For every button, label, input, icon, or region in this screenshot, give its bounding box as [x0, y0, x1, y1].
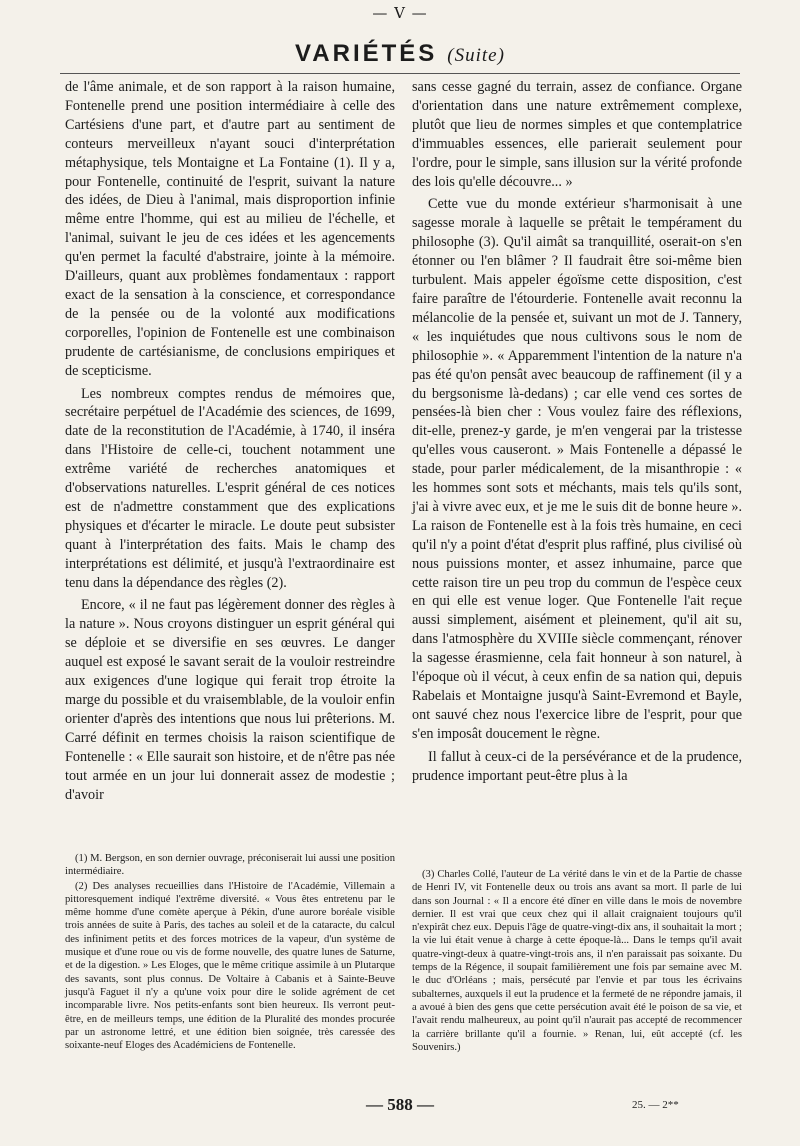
left-column — [65, 78, 395, 808]
footnote-3: (3) Charles Collé, l'auteur de La vérité dans le vin et de la Partie de chasse de Henri IV, vit Fontenelle deux ou trois ans avant sa mort. Il parle de lui dans son Journal : « Il a encore été dîner en ville dans le mois de novembre dernier. Il est vrai que ceux chez qui il allait craignaient toujours qu'il n'expirât chez eux. Depuis l'âge de quatre-vingt-dix ans, il souhaitait la mort ; la vie lui était venue à charge à cette époque-là... Dans le temps qu'il avait quatre-vingt-deux à quatre-vingt-trois ans, il n'en paraissait pas soixante. Du temps de la Régence, il soupait familièrement une fois par semaine avec M. le duc d'Orléans ; mais, persécuté par l'envie et par tous les écrivains subalternes, auxquels il eut la prudence et la fermeté de ne répondre jamais, il a avoué à bien des gens que cette persécution avait été le poison de sa vie, et l'avait rendu malheureux, au point qu'il n'aurait pas accepté de recommencer la carrière brillante qu'il a fournie. » Renan, lui, eût accepté (cf. les Souvenirs.) — [412, 869, 742, 1053]
left-paragraph-3: Encore, « il ne faut pas légèrement donner des règles à la nature ». Nous croyons distinguer un esprit général qui se déploie et se diversifie en ses œuvres. Le danger auquel est exposé le savant serait de la vouloir restreindre aux exigences d'une logique qui ferait trop étroite la marge du possible et du vraisemblable, de la vouloir enfin orienter d'après des intentions que nous lui prêterions. M. Carré définit en termes choisis la raison scientifique de Fontenelle : « Elle saurait son histoire, et de n'être pas née tout armée en un jour lui donnerait assez de modestie ; d'avoir — [65, 597, 395, 803]
right-column — [412, 78, 742, 790]
left-paragraph-1: de l'âme animale, et de son rapport à la raison humaine, Fontenelle prend une position intermédiaire à celle des Cartésiens d'une part, et d'autre part au sentiment de conteurs merveilleux n'ayant souci d'interprétation métaphysique, tels Montaigne et La Fontaine (1). Il y a, pour Fontenelle, continuité de l'esprit, suivant la nature des idées, de Dieu à l'animal, mais disproportion infinie même entre l'homme, qui est au milieu de l'échelle, et l'animal, suivant le jeu de ces idées et les agencements qu'en permet la faculté d'abstraire, jointe à la mémoire. D'ailleurs, quant aux problèmes fondamentaux : rapport exact de la sensation à la conscience, et correspondance de la pensée ou de la volonté aux modifications corporelles, l'opinion de Fontenelle est une combinaison prudente de cartésianisme, de conclusions empiriques et de scepticisme. — [65, 79, 395, 379]
section-number: — V — — [372, 4, 428, 22]
footnote-1: (1) M. Bergson, en son dernier ouvrage, préconiserait lui aussi une position intermédiaire. — [65, 853, 395, 878]
page-title — [0, 40, 800, 68]
right-paragraph-3: Il fallut à ceux-ci de la persévérance et de la prudence, prudence important peut-être plus à la — [412, 748, 742, 784]
left-paragraph-2: Les nombreux comptes rendus de mémoires que, secrétaire perpétuel de l'Académie des sciences, de 1699, date de la reconstitution de l'Académie, à 1740, il inséra dans l'Histoire de celle-ci, touchent notamment une extrême variété de recherches anatomiques et d'observations naturelles. L'esprit général de ces notices est de n'admettre constamment que des explications physiques et d'écarter le miracle. Le doute peut subsister quant à l'interprétation des faits. Mais le champ des interprétations est délimité, et jusqu'à l'extraordinaire est tenu dans la dépendance des règles (2). — [65, 385, 395, 591]
right-paragraph-1: sans cesse gagné du terrain, assez de confiance. Organe d'orientation dans une nature extrêmement complexe, plutôt que lieu de normes simples et que contemplatrice d'immuables essences, elle parierait seulement pour l'ordre, pour le simple, sans illusion sur la vérité profonde des lois qu'elle découvre... » — [412, 79, 742, 190]
footnotes-right — [412, 868, 742, 1055]
footnotes-left — [65, 852, 395, 1053]
printer-signature: 25. — 2** — [632, 1099, 679, 1111]
page-number: — 588 — — [366, 1095, 434, 1114]
header-rule — [60, 73, 740, 74]
title-suite: (Suite) — [447, 45, 505, 66]
right-paragraph-2: Cette vue du monde extérieur s'harmonisait à une sagesse morale à laquelle se prêtait le tempérament du philosophe (3). Qu'il aimât sa tranquillité, oserait-on s'en étonner ou l'en blâmer ? Il faudrait être soi-même bien turbulent. Mais appeler égoïsme cette disposition, c'est faire paraître de l'étourderie. Fontenelle avait reconnu la mélancolie de la pensée et, suivant un mot de J. Tannery, « les inquiétudes que nous cultivons sous le nom de philosophie ». « Apparemment l'intention de la nature n'a pas été qu'on pensât avec beaucoup de raffinement (il y a du bergsonisme là-dedans) ; car elle vend ces sortes de pensées-là bien cher : Vous voulez faire des réflexions, dit-elle, prenez-y garde, je m'en vengerai par la tristesse qu'elles vous causeront. » Mais Fontenelle a dépassé le stade, pour parler médicalement, de la misanthropie : « les hommes sont sots et méchants, mais tels qu'ils sont, j'ai à vivre avec eux, et je me le suis dit de bonne heure ». La raison de Fontenelle est à la fois très humaine, en ceci qu'il n'y a point d'état d'esprit plus raffiné, plus civilisé où nous puissions monter, et assez inhumaine, parce que cette raison tire un peu trop du commun de l'espèce ceux en qui elle est venue loger. Que Fontenelle l'ait reçue aussi simplement, aisément et pleinement, qu'il ait su, dans l'atmosphère du XVIIIe siècle commençant, rénover la sagesse érasmienne, cela fait honneur à son naturel, à l'époque où il vécut, à ceux enfin de sa nation qui, depuis Rabelais et Montaigne jusqu'à Saint-Evremond et Bayle, ont sauvé chez nous l'exercice libre de l'esprit, pour que s'en imposât doucement le règne. — [412, 196, 742, 742]
title-text: VARIÉTÉS — [295, 40, 438, 67]
footnote-2: (2) Des analyses recueillies dans l'Histoire de l'Académie, Villemain a pittoresquement indiqué l'extrême diversité. « Vous êtes entretenu par le même homme d'une comète aperçue à Pékin, d'une aurore boréale visible trois années de suite à Paris, des taches au soleil et de la cataracte, du calcul des infiniment petits et des forces motrices de la vapeur, d'un système de musique et d'une roue ou vis de forme nouvelle, des quatre lunes de Saturne, et de la digestion. » Les Eloges, que le même critique assimile à un Plutarque des savants, sont plus connus. De Voltaire à Cabanis et à Sainte-Beuve jusqu'à Faguet il n'y a qu'une voix pour dire le solide agrément de cet incomparable livre. Nos petits-enfants sont bien heureux. Ils verront peut-être, en de meilleurs temps, une édition de la Pluralité des mondes procurée par un astronome lettré, et une édition bien soignée, très caressée des soixante-neuf Eloges des Académiciens de Fontenelle. — [65, 880, 395, 1052]
